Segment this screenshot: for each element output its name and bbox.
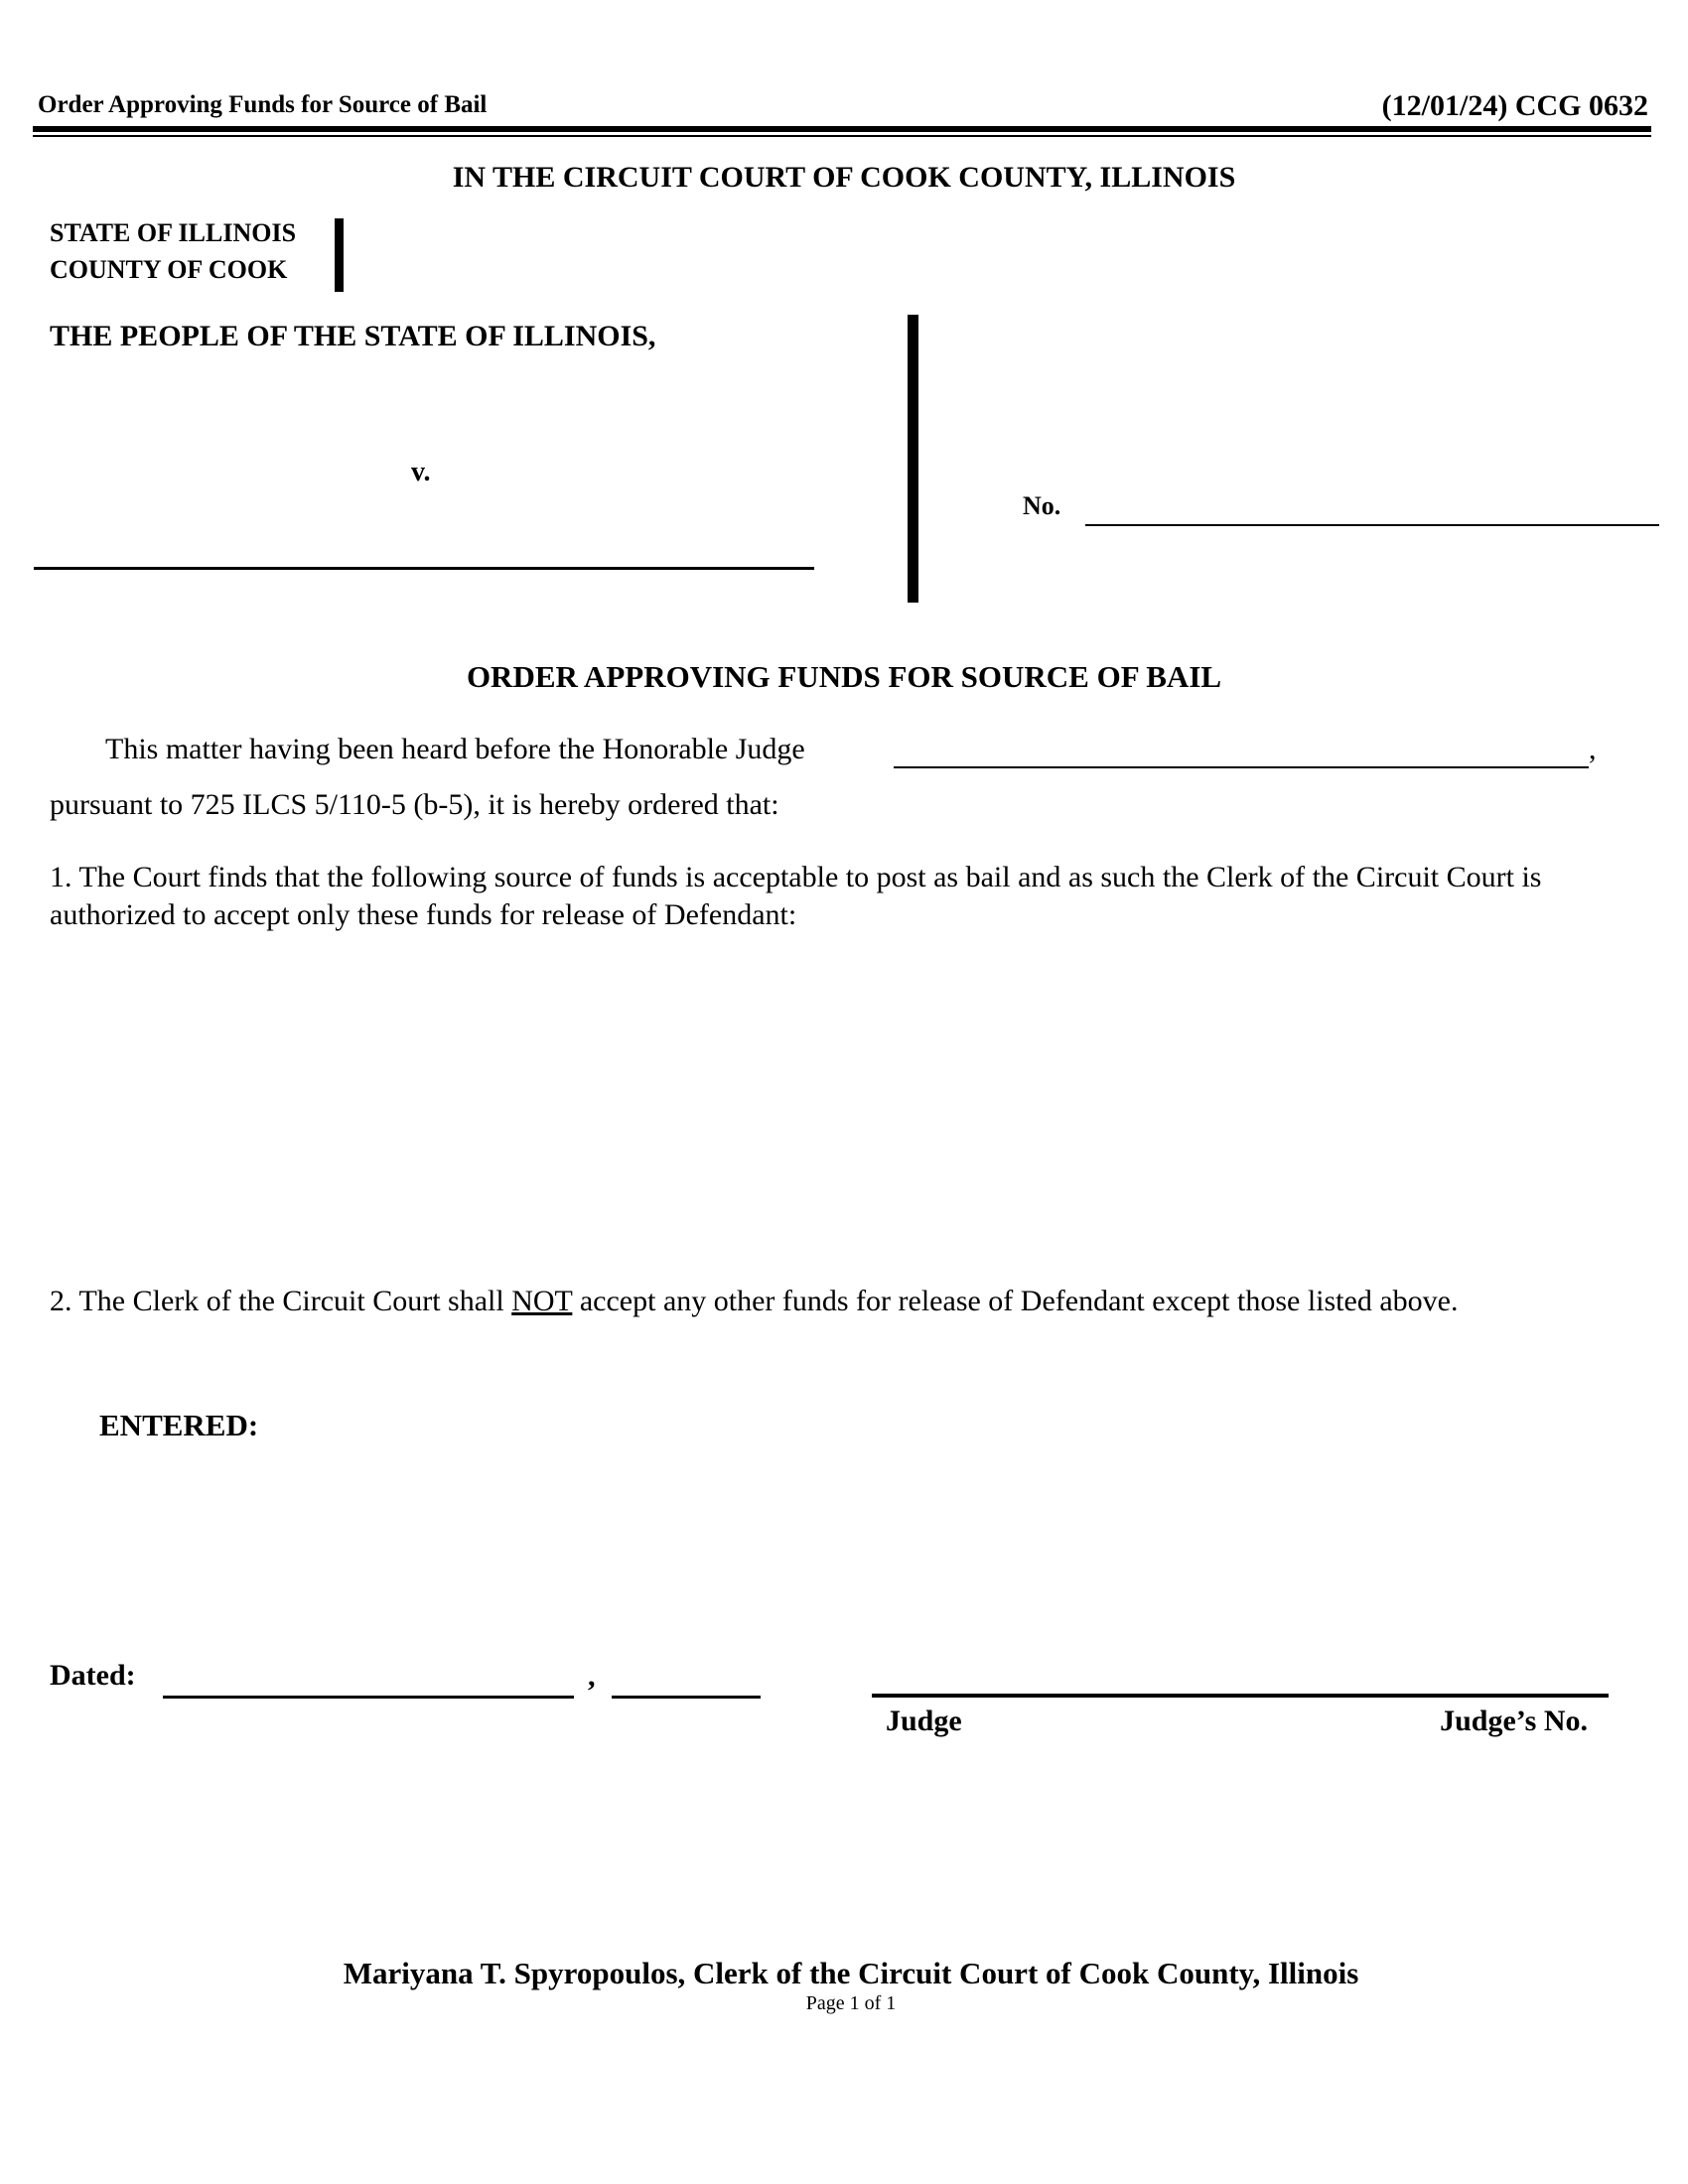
paragraph-2-emphasis: NOT xyxy=(511,1285,573,1317)
header-rule-thin xyxy=(33,135,1651,137)
case-number-label: No. xyxy=(1023,491,1061,520)
paragraph-2-start: 2. The Clerk of the Circuit Court shall xyxy=(50,1285,512,1317)
paragraph-2 xyxy=(50,1285,1458,1318)
state-label: STATE OF ILLINOIS xyxy=(50,218,297,247)
plaintiff-name: THE PEOPLE OF THE STATE OF ILLINOIS, xyxy=(50,320,656,352)
date-comma: , xyxy=(588,1660,596,1693)
pursuant-text: pursuant to 725 ILCS 5/110-5 (b-5), it is hereby ordered that: xyxy=(50,788,779,821)
defendant-name-field[interactable] xyxy=(34,567,814,570)
page-number: Page 1 of 1 xyxy=(805,1992,897,2014)
case-number-field[interactable] xyxy=(1085,524,1659,526)
date-field[interactable] xyxy=(163,1696,574,1699)
judge-name-field[interactable] xyxy=(894,766,1589,768)
year-field[interactable] xyxy=(612,1696,761,1699)
header-rule xyxy=(33,126,1651,132)
county-label: COUNTY OF COOK xyxy=(50,255,288,284)
judge-signature-field[interactable] xyxy=(872,1694,1609,1698)
venue-bar xyxy=(335,218,344,292)
entered-label: ENTERED: xyxy=(99,1408,259,1442)
form-code: (12/01/24) CCG 0632 xyxy=(1381,89,1648,122)
caption-divider xyxy=(908,315,918,603)
paragraph-2-end: accept any other funds for release of Defendant except those listed above. xyxy=(572,1285,1459,1317)
paragraph-1: 1. The Court finds that the following source of funds is acceptable to post as bail and as such the Clerk of the Circuit Court is authorized to accept only these funds for release of Defendant: xyxy=(50,861,1542,931)
court-title: IN THE CIRCUIT COURT OF COOK COUNTY, ILLINOIS xyxy=(452,161,1236,194)
intro-comma: , xyxy=(1589,733,1597,765)
clerk-footer: Mariyana T. Spyropoulos, Clerk of the Circuit Court of Cook County, Illinois xyxy=(343,1956,1359,1990)
versus-label: v. xyxy=(411,457,431,487)
judge-label: Judge xyxy=(886,1705,962,1737)
form-title: Order Approving Funds for Source of Bail xyxy=(38,91,488,118)
dated-label: Dated: xyxy=(50,1659,136,1692)
intro-text: This matter having been heard before the Honorable Judge xyxy=(105,733,805,765)
judge-number-label: Judge’s No. xyxy=(1440,1705,1588,1737)
order-title: ORDER APPROVING FUNDS FOR SOURCE OF BAIL xyxy=(466,659,1222,694)
